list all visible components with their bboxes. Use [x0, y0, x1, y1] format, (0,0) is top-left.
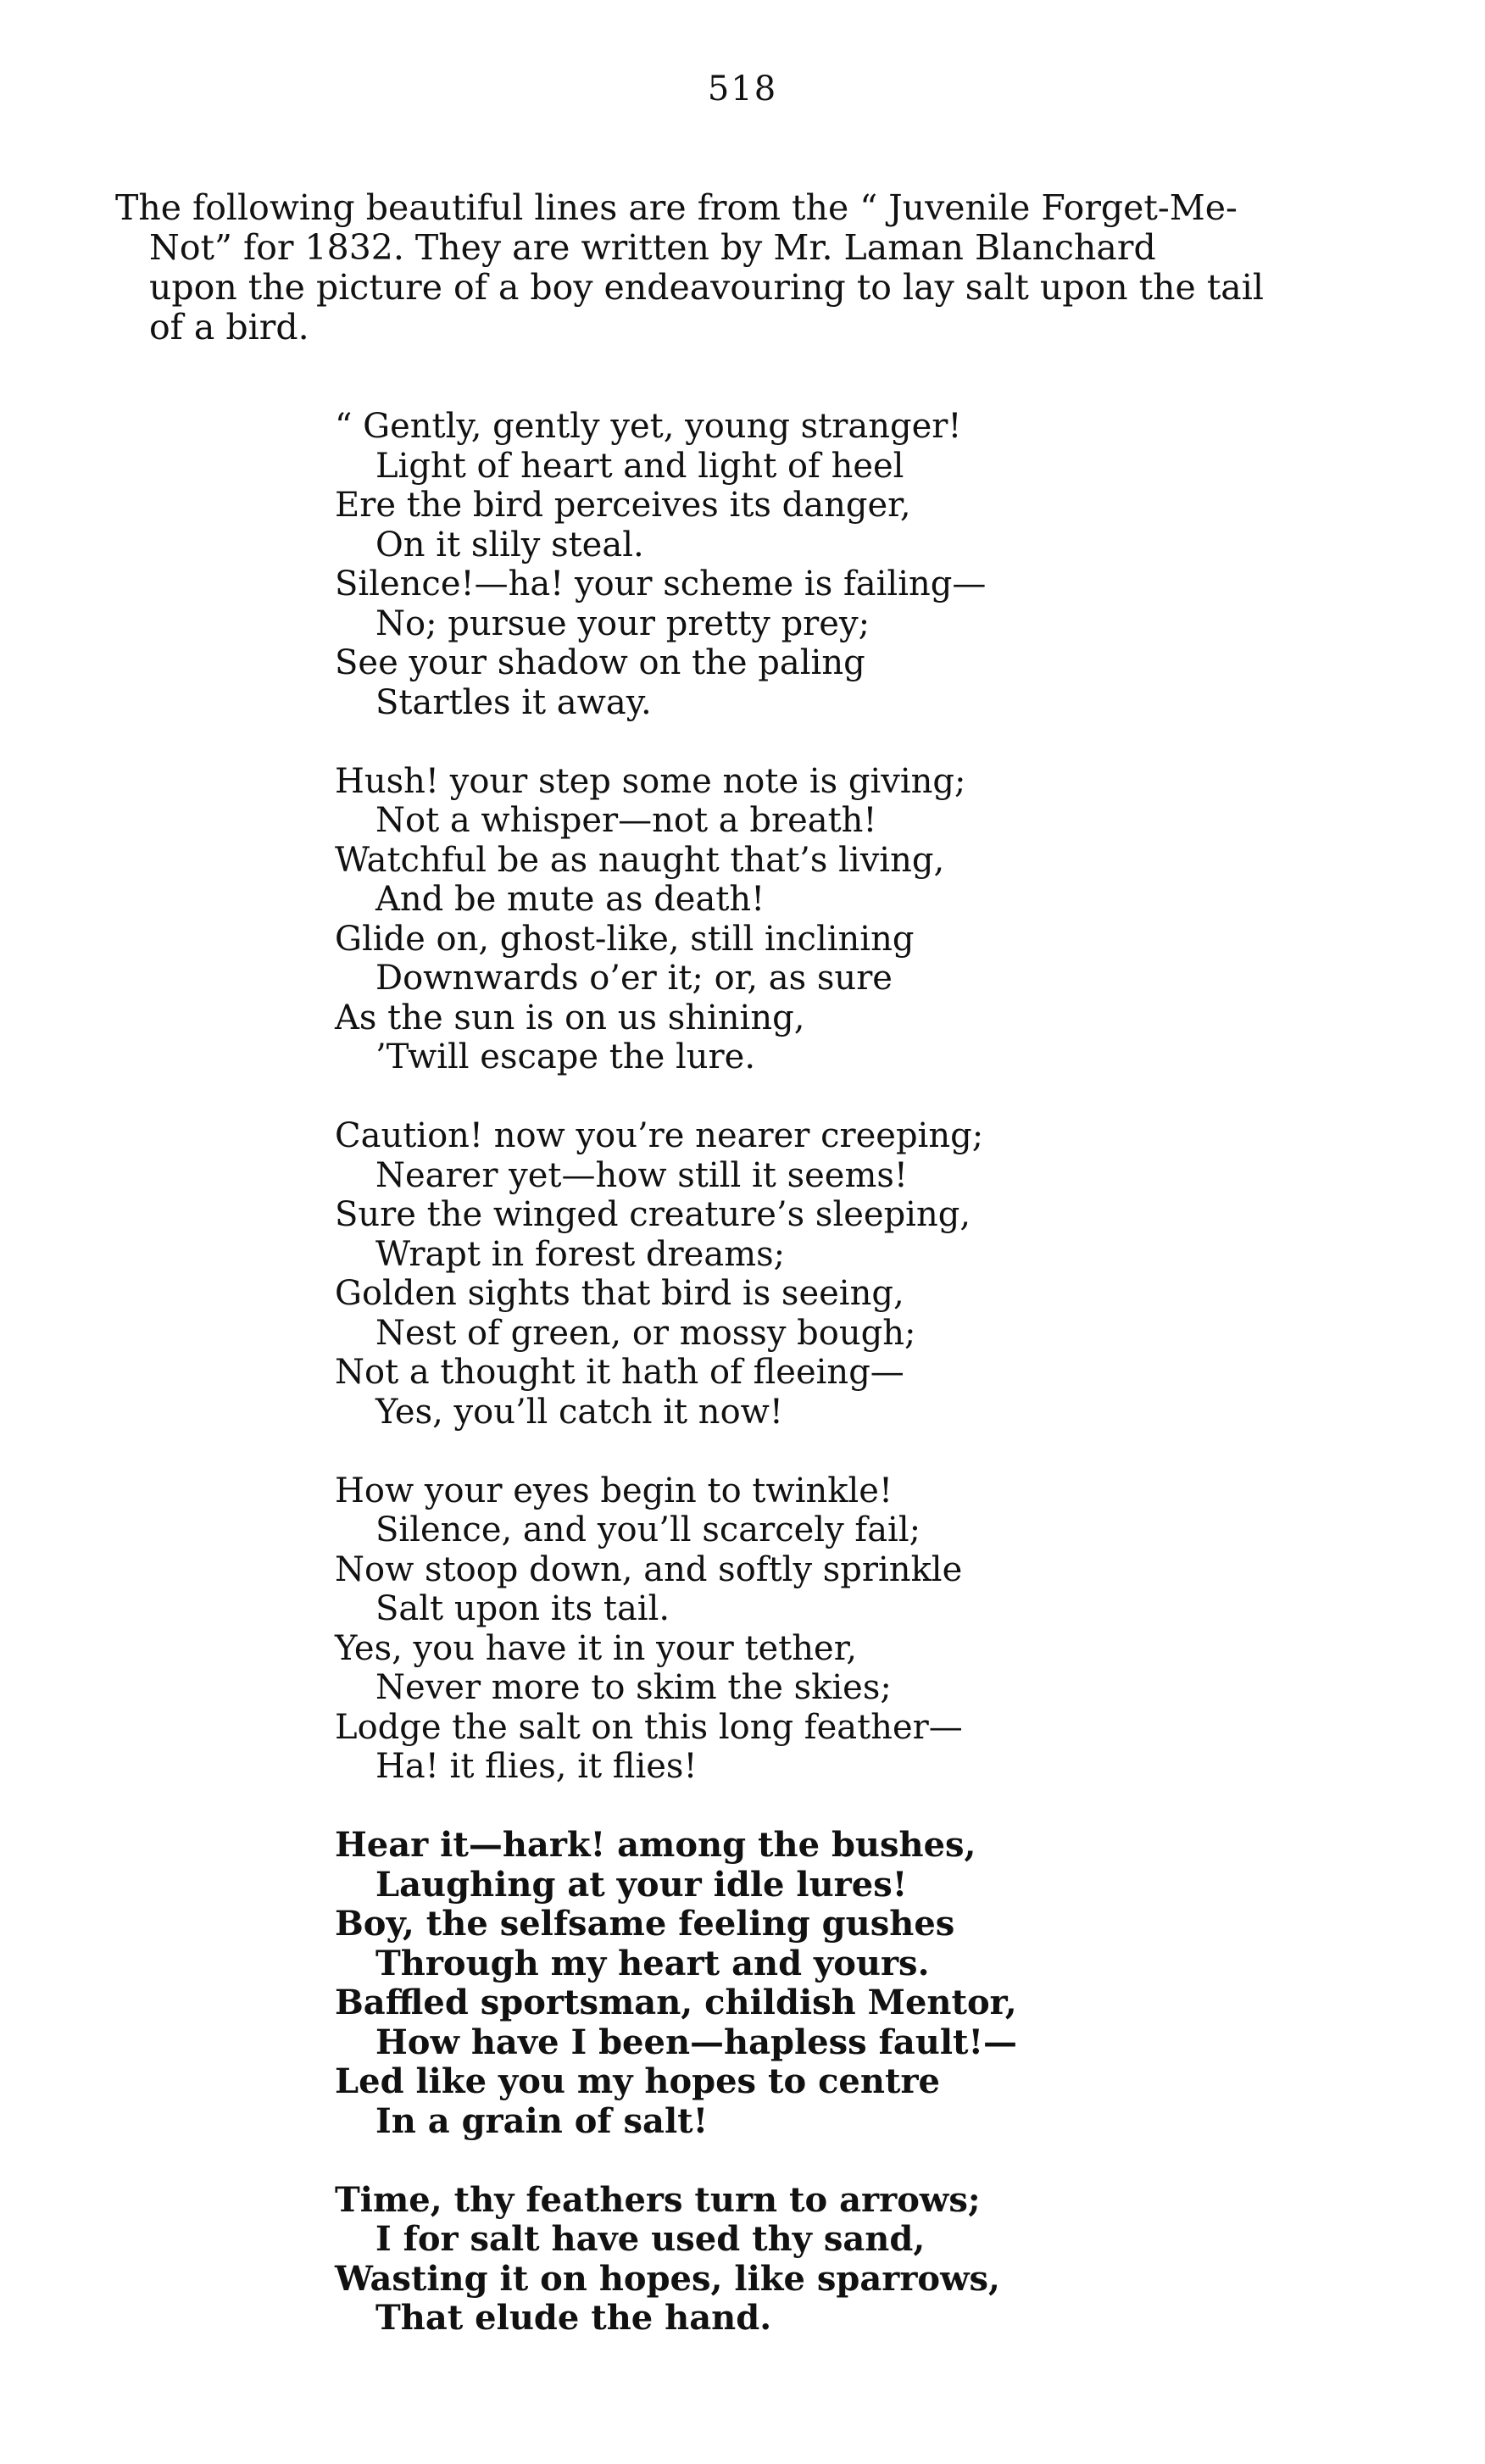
verse-line: Never more to skim the skies;	[375, 1668, 892, 1707]
verse-line: Sure the winged creature’s sleeping,	[335, 1195, 971, 1234]
verse-line: ’Twill escape the lure.	[375, 1037, 756, 1076]
verse-line: Caution! now you’re nearer creeping;	[335, 1116, 984, 1155]
verse-line: Silence!—ha! your scheme is failing—	[335, 565, 987, 603]
verse-line: As the sun is on us shining,	[335, 998, 805, 1037]
verse-line: “ Gently, gently yet, young stranger!	[335, 407, 962, 446]
stanza-3	[335, 1116, 1352, 1432]
verse-line: Downwards o’er it; or, as sure	[375, 959, 893, 998]
verse-line: Watchful be as naught that’s living,	[335, 840, 945, 880]
intro-line: of a bird.	[149, 307, 309, 348]
verse-line: No; pursue your pretty prey;	[375, 603, 870, 643]
intro-line: upon the picture of a boy endeavouring to lay salt upon the tail	[149, 267, 1264, 308]
verse-line: How your eyes begin to twinkle!	[335, 1471, 893, 1510]
page-number: 518	[707, 70, 778, 108]
intro-paragraph	[115, 188, 1317, 348]
verse-line: Lodge the salt on this long feather—	[335, 1707, 963, 1747]
verse-line: Yes, you’ll catch it now!	[375, 1392, 783, 1432]
stanza-6	[335, 2181, 1352, 2339]
verse-line: Nest of green, or mossy bough;	[375, 1313, 916, 1353]
verse-line: Glide on, ghost-like, still inclining	[335, 919, 915, 959]
verse-line: Not a whisper—not a breath!	[375, 801, 877, 840]
poem	[335, 407, 1352, 2378]
verse-line: Ere the bird perceives its danger,	[335, 486, 911, 525]
stanza-1	[335, 407, 1352, 722]
verse-line: Ha! it flies, it flies!	[375, 1747, 698, 1786]
intro-line: Not” for 1832. They are written by Mr. Laman Blanchard	[149, 227, 1156, 268]
verse-line: Wasting it on hopes, like sparrows,	[335, 2258, 1000, 2299]
verse-line: Not a thought it hath of fleeing—	[335, 1353, 904, 1392]
verse-line: Time, thy feathers turn to arrows;	[335, 2179, 981, 2220]
verse-line: Wrapt in forest dreams;	[375, 1234, 786, 1274]
stanza-2	[335, 762, 1352, 1077]
verse-line: Nearer yet—how still it seems!	[375, 1155, 908, 1195]
verse-line: Through my heart and yours.	[375, 1943, 930, 1983]
verse-line: See your shadow on the paling	[335, 643, 865, 682]
verse-line: Golden sights that bird is seeing,	[335, 1274, 904, 1313]
verse-line: Yes, you have it in your tether,	[335, 1628, 858, 1668]
verse-line: Baffled sportsman, childish Mentor,	[335, 1983, 1017, 2022]
verse-line: Startles it away.	[375, 682, 652, 722]
verse-line: Light of heart and light of heel	[375, 446, 904, 486]
verse-line: Led like you my hopes to centre	[335, 2061, 940, 2101]
verse-line: Salt upon its tail.	[375, 1589, 670, 1628]
verse-line: Laughing at your idle lures!	[375, 1864, 908, 1905]
verse-line: Boy, the selfsame feeling gushes	[335, 1904, 955, 1944]
stanza-4	[335, 1471, 1352, 1787]
verse-line: In a grain of salt!	[375, 2100, 709, 2141]
verse-line: Hush! your step some note is giving;	[335, 761, 966, 801]
verse-line: Silence, and you’ll scarcely fail;	[375, 1510, 921, 1549]
verse-line: How have I been—hapless fault!—	[375, 2022, 1018, 2062]
intro-line: The following beautiful lines are from the “ Juvenile Forget-Me-	[115, 187, 1238, 228]
verse-line: Now stoop down, and softly sprinkle	[335, 1549, 963, 1589]
verse-line: That elude the hand.	[375, 2298, 772, 2338]
verse-line: Hear it—hark! among the bushes,	[335, 1825, 976, 1865]
verse-line: And be mute as death!	[375, 880, 765, 919]
verse-line: I for salt have used thy sand,	[375, 2219, 926, 2259]
stanza-5	[335, 1826, 1352, 2141]
verse-line: On it slily steal.	[375, 525, 644, 565]
